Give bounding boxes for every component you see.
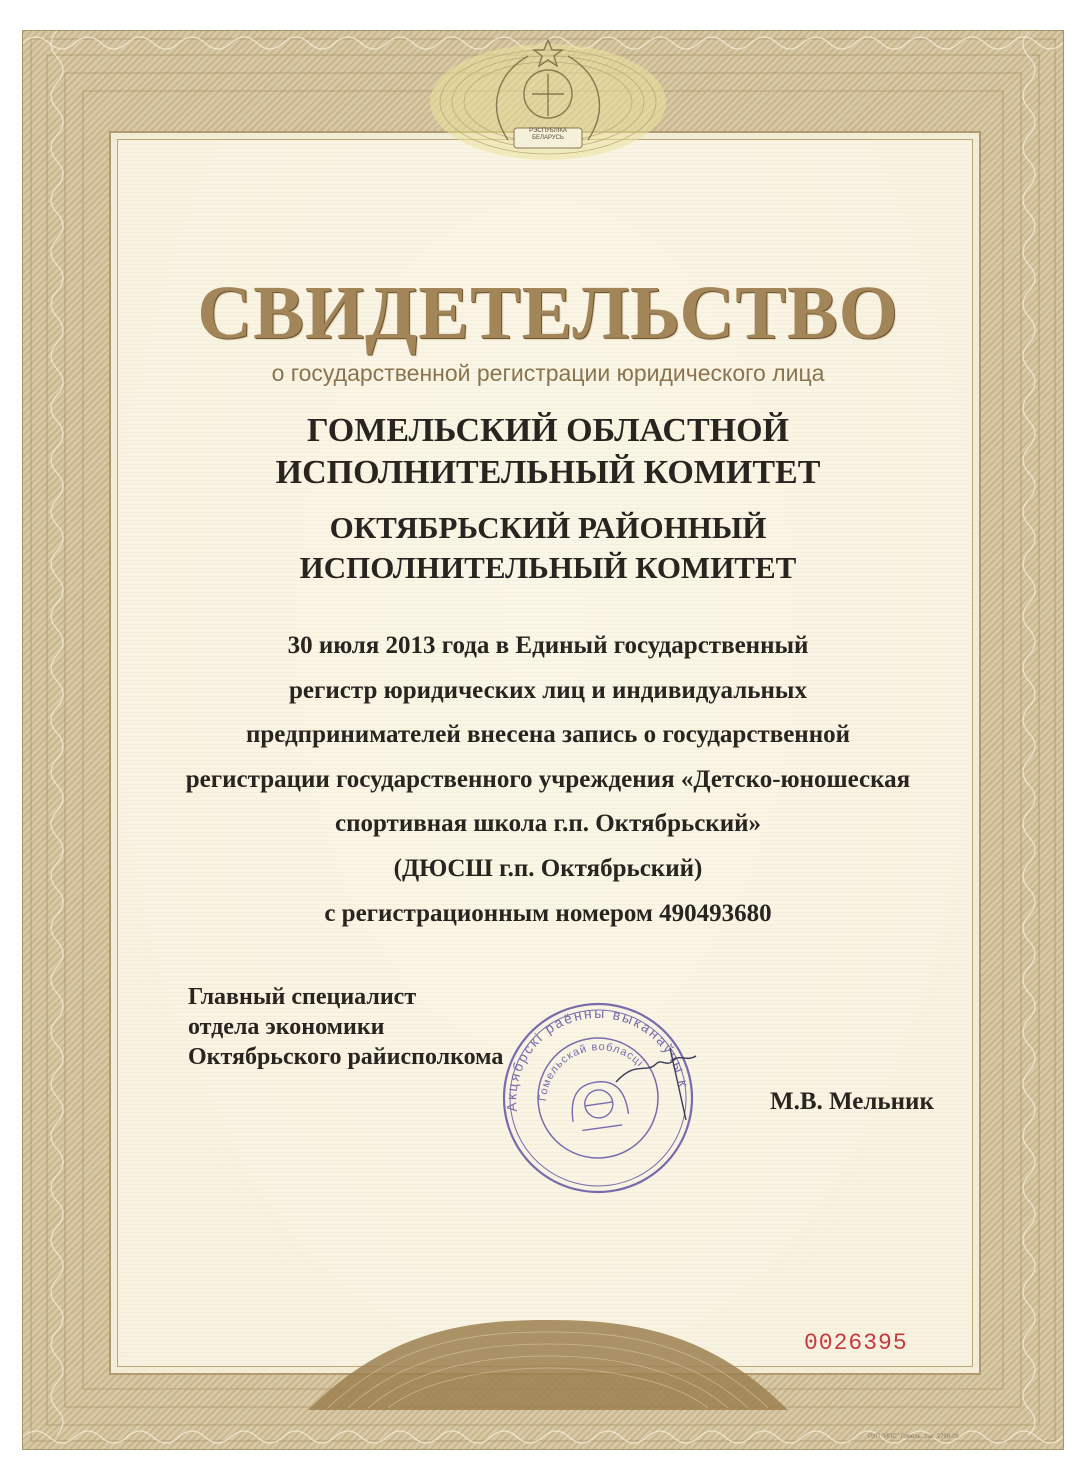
registrar-line-1: ОКТЯБРЬСКИЙ РАЙОННЫЙ [329,510,767,545]
seal-inner-text: Гомельскай вобласці [536,1041,646,1102]
statement-line: регистрации государственного учреждения «Детско-юношеская [185,765,911,793]
statement-line: предпринимателей внесена запись о государственной [245,721,851,749]
round-seal-icon [486,990,716,1200]
statement-line: регистр юридических лиц и индивидуальных [289,676,807,704]
certificate-subtitle: о государственной регистрации юридического лица [271,360,825,386]
emblem-ribbon-line-1: РЭСПУБЛІКА [529,128,567,134]
bottom-rosette [308,1300,788,1420]
issuer-block [8,410,1080,494]
signer-position [188,982,503,1072]
seal-outer-text: Акцябрскі раённы выканаўчы камітэт [503,1004,693,1113]
registrar-block [8,508,1080,588]
registration-statement [8,624,1080,936]
statement-line: с регистрационным номером 490493680 [324,899,772,927]
signer-line-1: Главный специалист [188,984,417,1010]
statement-line: 30 июля 2013 года в Единый государственный [287,632,809,659]
serial-number: 0026395 [804,1330,908,1356]
emblem-ribbon-line-2: БЕЛАРУСЬ [532,135,564,141]
certificate-title: СВИДЕТЕЛЬСТВО [197,271,899,355]
signer-name: М.В. Мельник [770,1088,934,1115]
registrar-line-2: ИСПОЛНИТЕЛЬНЫЙ КОМИТЕТ [299,550,797,585]
statement-line: (ДЮСШ г.п. Октябрьский) [393,854,703,882]
signer-line-2: отдела экономики [188,1014,385,1040]
issuer-line-2: ИСПОЛНИТЕЛЬНЫЙ КОМИТЕТ [275,454,821,491]
signer-line-3: Октябрьского райисполкома [188,1044,504,1070]
printer-note: РУП "ИПС" Гомель. Зак. 2798-09 [868,1434,959,1440]
issuer-line-1: ГОМЕЛЬСКИЙ ОБЛАСТНОЙ [307,412,789,449]
statement-line: спортивная школа г.п. Октябрьский» [334,810,761,838]
emblem-ribbon [518,128,578,142]
certificate-page [8,0,1068,1484]
